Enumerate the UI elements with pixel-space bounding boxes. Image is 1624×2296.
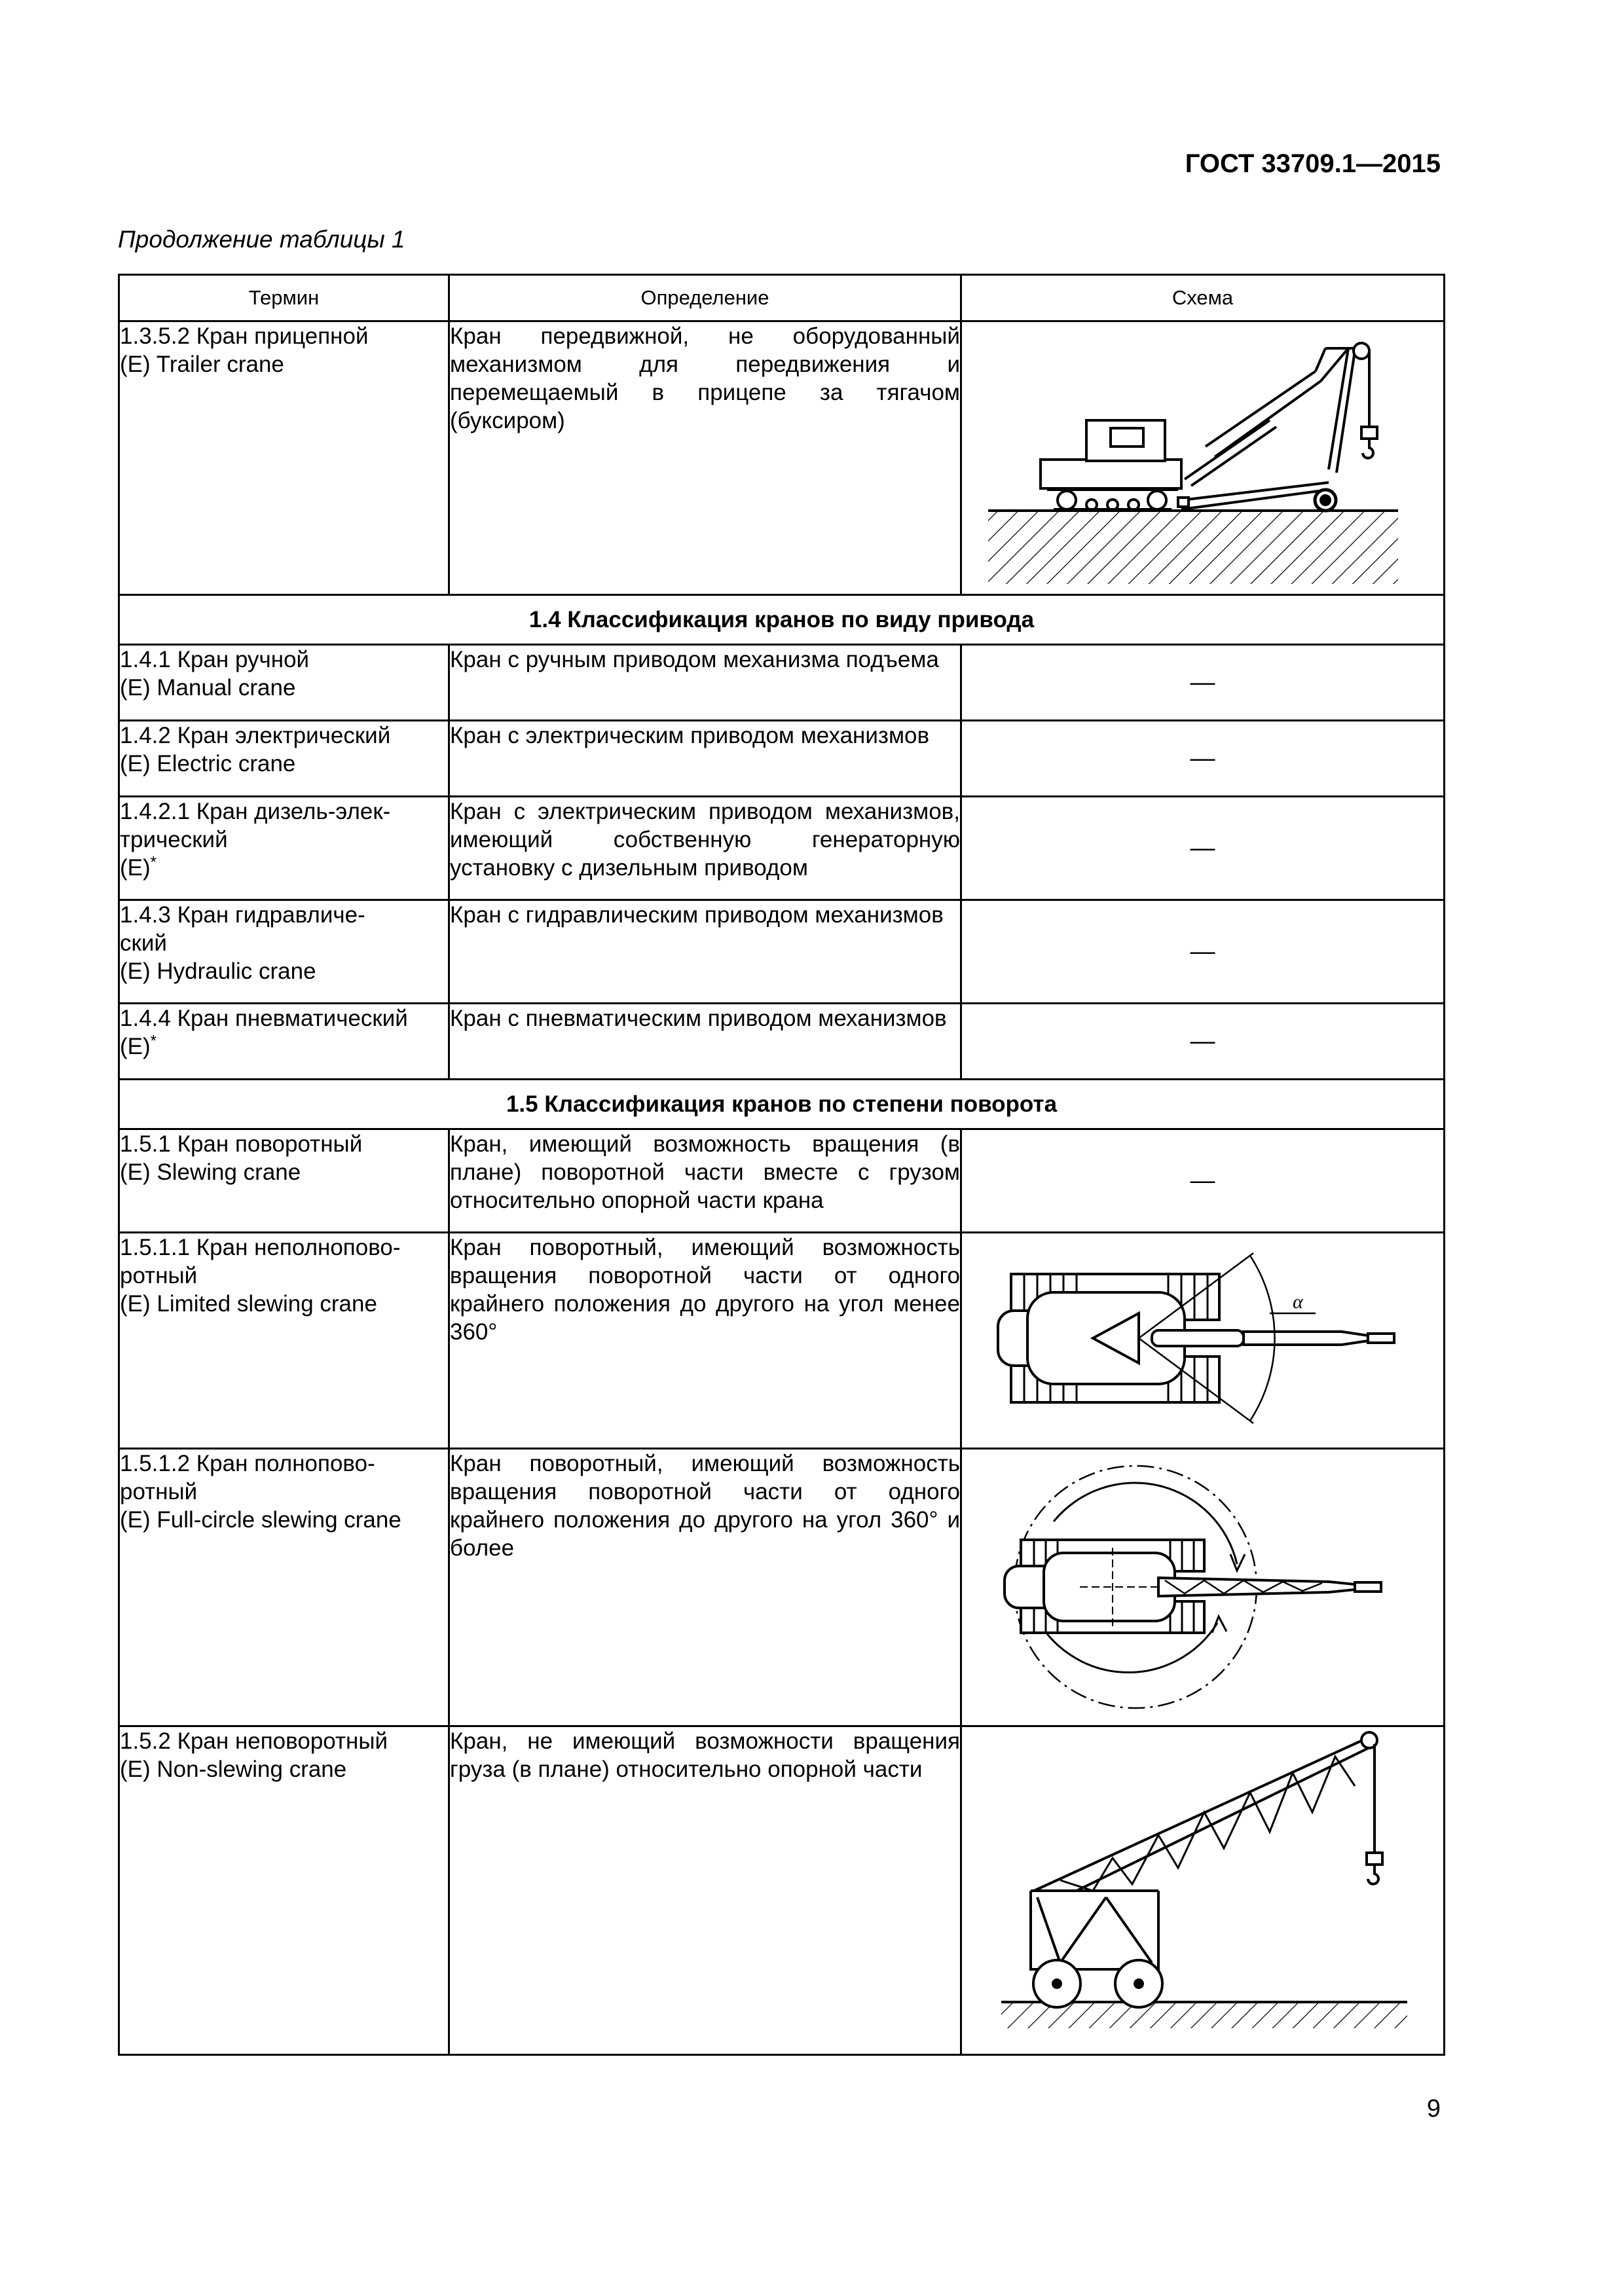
section-row <box>119 595 1445 645</box>
column-header-term: Термин <box>119 275 449 321</box>
no-schema-dash: — <box>1190 938 1215 965</box>
limited-slewing-illustration <box>962 1233 1441 1446</box>
term-line: 1.5.1 Кран поворотный <box>120 1131 363 1157</box>
term-line-text: (E) <box>120 855 151 881</box>
term-cell <box>119 645 449 721</box>
term-line: 1.4.3 Кран гидравличе- <box>120 902 365 928</box>
full-circle-slewing-illustration <box>962 1449 1441 1723</box>
term-line <box>120 1032 448 1061</box>
schema-cell <box>961 721 1445 797</box>
schema-cell <box>961 1726 1445 2055</box>
schema-cell <box>961 321 1445 595</box>
term-line: (E) Hydraulic crane <box>120 958 316 984</box>
term-cell <box>119 1129 449 1233</box>
non-slewing-crane-illustration <box>962 1727 1441 2052</box>
column-header-definition: Определение <box>449 275 961 321</box>
table-row <box>119 721 1445 797</box>
term-line: (E) Trailer crane <box>120 352 284 377</box>
term-line <box>120 854 448 882</box>
definition-cell: Кран с гидравлическим приводом механизмов <box>449 900 961 1004</box>
table-row <box>119 1726 1445 2055</box>
term-line: 1.5.1.2 Кран полнопово- <box>120 1451 375 1476</box>
term-line: 1.4.2.1 Кран дизель-элек- <box>120 799 391 824</box>
term-line: 1.4.2 Кран электрический <box>120 723 391 748</box>
trailer-crane-illustration <box>962 322 1441 592</box>
term-line: 1.4.1 Кран ручной <box>120 647 310 672</box>
no-schema-dash: — <box>1190 668 1215 696</box>
term-line: ротный <box>120 1263 198 1288</box>
definition-cell: Кран, имеющий возможность вращения (в плане) поворотной части вместе с грузом относительно опорной части крана <box>449 1129 961 1233</box>
no-schema-dash: — <box>1190 1167 1215 1194</box>
definition-cell: Кран поворотный, имеющий возможность вращения поворотной части от одного крайнего положения до другого на угол 360° и более <box>449 1449 961 1726</box>
table-row <box>119 1233 1445 1449</box>
table-row <box>119 1004 1445 1080</box>
term-line: трический <box>120 827 228 852</box>
term-cell <box>119 1004 449 1080</box>
term-cell <box>119 797 449 900</box>
definition-cell: Кран с электрическим приводом механизмов <box>449 721 961 797</box>
term-cell <box>119 1233 449 1449</box>
term-cell <box>119 321 449 595</box>
table-row <box>119 645 1445 721</box>
schema-cell <box>961 1233 1445 1449</box>
term-line: (E) Electric crane <box>120 751 296 776</box>
no-schema-dash: — <box>1190 744 1215 772</box>
no-schema-dash: — <box>1190 1027 1215 1055</box>
document-code: ГОСТ 33709.1—2015 <box>1185 149 1441 178</box>
term-line: ротный <box>120 1479 198 1504</box>
definition-cell: Кран с электрическим приводом механизмов, имеющий собственную генераторную установку с дизельным приводом <box>449 797 961 900</box>
page-number: 9 <box>1426 2095 1441 2123</box>
term-cell <box>119 1726 449 2055</box>
term-line-text: (E) <box>120 1034 151 1059</box>
term-line: (E) Slewing crane <box>120 1159 301 1185</box>
definition-cell: Кран с пневматическим приводом механизмов <box>449 1004 961 1080</box>
angle-label: α <box>1293 1291 1303 1313</box>
section-heading: 1.4 Классификация кранов по виду привода <box>119 595 1445 645</box>
table-row <box>119 1449 1445 1726</box>
terms-table <box>118 274 1445 2056</box>
term-cell <box>119 900 449 1004</box>
definition-cell: Кран передвижной, не оборудованный механизмом для передвижения и перемещаемый в прицепе за тягачом (буксиром) <box>449 321 961 595</box>
term-line: 1.3.5.2 Кран прицепной <box>120 323 369 349</box>
table-header-row <box>119 275 1445 321</box>
schema-cell <box>961 900 1445 1004</box>
term-cell <box>119 1449 449 1726</box>
section-row <box>119 1080 1445 1129</box>
definition-cell: Кран поворотный, имеющий возможность вращения поворотной части от одного крайнего положения до другого на угол менее 360° <box>449 1233 961 1449</box>
table-row <box>119 321 1445 595</box>
definition-cell: Кран, не имеющий возможности вращения груза (в плане) относительно опорной части <box>449 1726 961 2055</box>
term-line: (E) Limited slewing crane <box>120 1291 377 1317</box>
footnote-mark: * <box>150 853 157 871</box>
schema-cell <box>961 1129 1445 1233</box>
term-line: ский <box>120 930 167 956</box>
schema-cell <box>961 797 1445 900</box>
schema-cell <box>961 1449 1445 1726</box>
definition-cell: Кран с ручным приводом механизма подъема <box>449 645 961 721</box>
term-line: 1.4.4 Кран пневматический <box>120 1006 408 1031</box>
table-caption: Продолжение таблицы 1 <box>118 226 405 253</box>
schema-cell <box>961 1004 1445 1080</box>
no-schema-dash: — <box>1190 834 1215 862</box>
term-cell <box>119 721 449 797</box>
table-row <box>119 900 1445 1004</box>
term-line: 1.5.2 Кран неповоротный <box>120 1728 388 1754</box>
schema-cell <box>961 645 1445 721</box>
footnote-mark: * <box>150 1032 157 1050</box>
term-line: 1.5.1.1 Кран неполнопово- <box>120 1235 401 1260</box>
term-line: (E) Non-slewing crane <box>120 1757 347 1782</box>
column-header-schema: Схема <box>961 275 1445 321</box>
section-heading: 1.5 Классификация кранов по степени поворота <box>119 1080 1445 1129</box>
term-line: (E) Manual crane <box>120 675 296 701</box>
table-row <box>119 797 1445 900</box>
table-row <box>119 1129 1445 1233</box>
term-line: (E) Full-circle slewing crane <box>120 1507 401 1533</box>
